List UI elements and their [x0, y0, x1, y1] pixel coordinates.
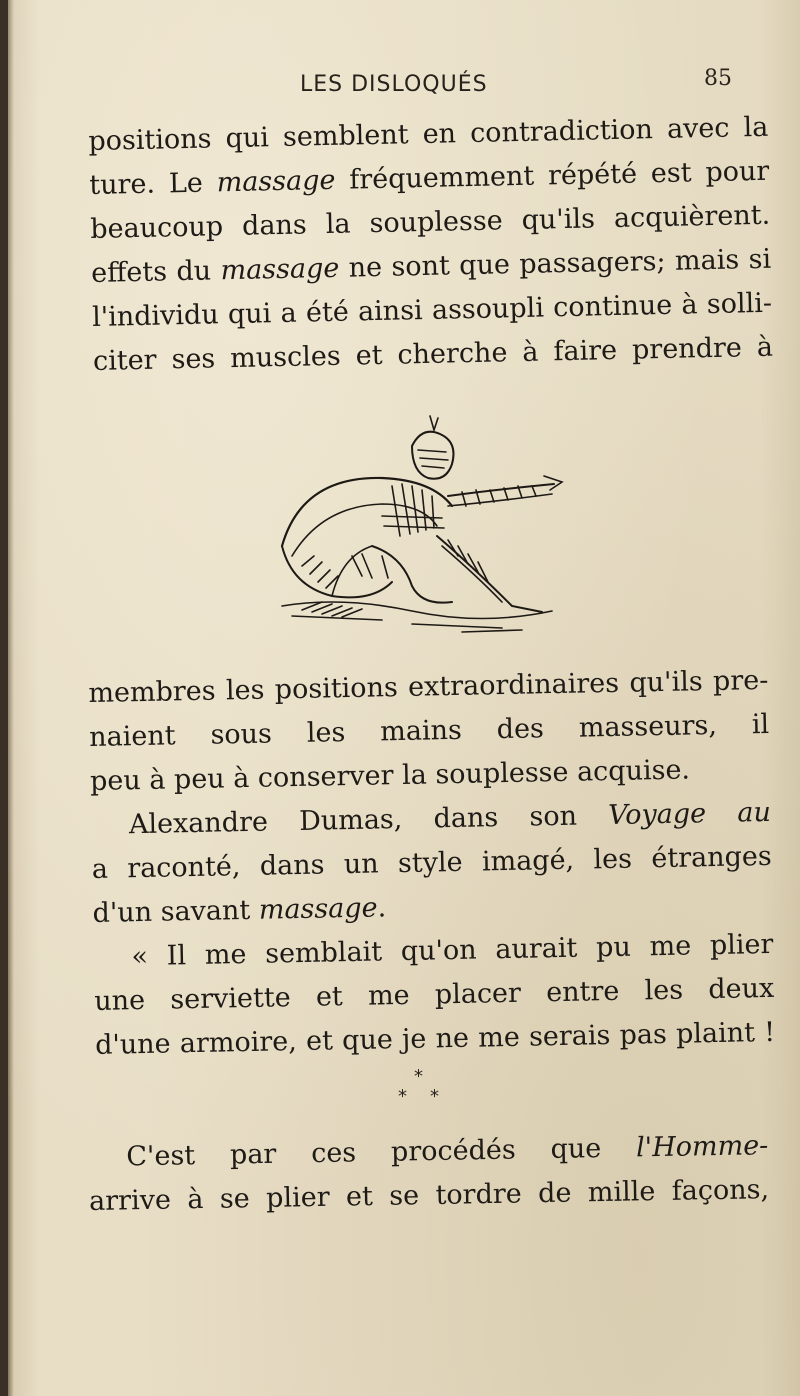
asterisk-icon: * [430, 1086, 439, 1107]
book-binding-edge [0, 0, 8, 1396]
text-line: Alexandre Dumas, dans son Voyage au [91, 791, 772, 848]
text-line: beaucoup dans la souplesse qu'ils acquièrent. [89, 199, 771, 245]
text-line: ture. Le massage fréquemment répété est pour [89, 155, 770, 201]
text-line: membres les positions extraordinaires qu'ils pre- [88, 664, 769, 709]
text-line: peu à peu à conserver la souplesse acquise. [89, 754, 691, 797]
text-line: naient sous les mains des masseurs, il [88, 708, 770, 753]
asterisk-icon: * [398, 1086, 407, 1107]
text-line: a raconté, dans un style imagé, les étranges [91, 840, 772, 885]
text-line: « Il me semblait qu'on aurait pu me plier [131, 928, 774, 973]
paragraph-bottom [88, 1124, 769, 1224]
text-line: C'est par ces procédés que l'Homme-Caoutchouc [88, 1124, 769, 1180]
contortionist-engraving-icon [262, 406, 572, 642]
text-line: d'une armoire, et que je ne me serais pas plaint ! [94, 1016, 776, 1061]
asterisk-icon: * [414, 1066, 423, 1087]
page-number: 85 [704, 66, 732, 91]
text-line: une serviette et me placer entre les deux [94, 972, 775, 1017]
italic-term: massage [258, 892, 378, 926]
text-line: citer ses muscles et cherche à faire prendre à [92, 331, 774, 377]
asterism-separator [392, 1066, 462, 1116]
italic-term: massage [220, 252, 340, 287]
paragraph-top [88, 106, 773, 384]
italic-title: Voyage au [607, 796, 772, 832]
text-line: positions qui semblent en contradiction avec la [88, 111, 769, 157]
text-line: d'un savant massage. [92, 892, 387, 929]
italic-term: massage [216, 164, 336, 199]
running-title: LES DISLOQUÉS [300, 72, 488, 97]
text-line: effets du massage ne sont que passagers; mais si [90, 243, 772, 289]
text-line: l'individu qui a été ainsi assoupli continue à solli- [91, 287, 773, 333]
text-line: arrive à se plier et se tordre de mille façons, [88, 1174, 770, 1217]
paragraph-middle [88, 659, 775, 1068]
italic-name: l'Homme-Caoutchouc [635, 1130, 769, 1164]
